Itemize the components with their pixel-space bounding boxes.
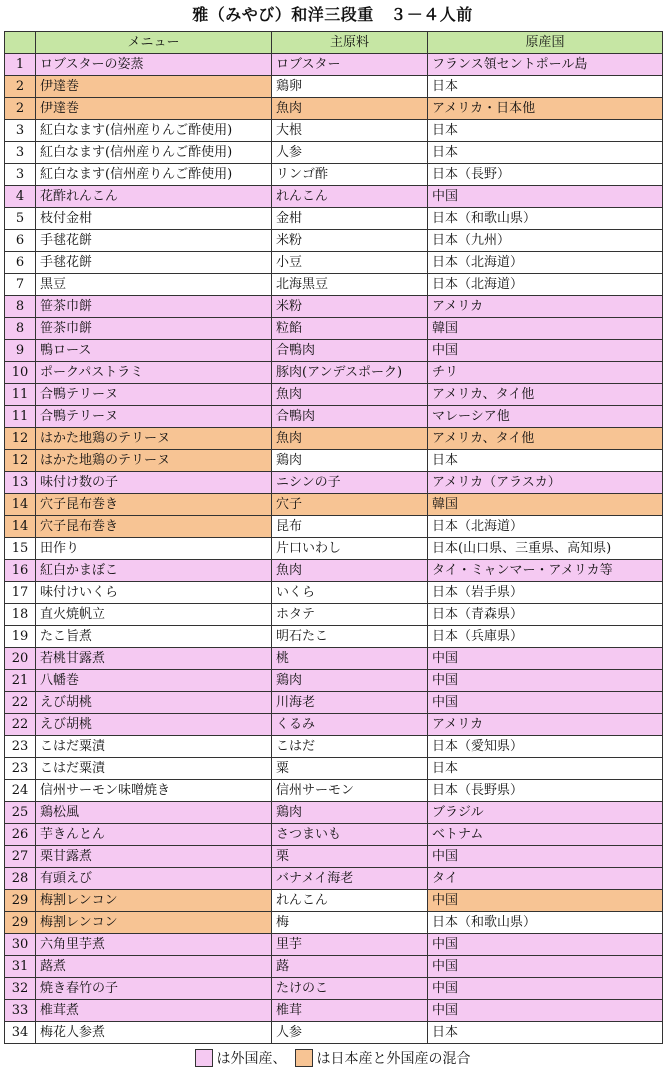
table-row xyxy=(5,736,663,758)
row-origin: 中国 xyxy=(428,978,663,1000)
row-menu: 枝付金柑 xyxy=(36,208,272,230)
row-menu: はかた地鶏のテリーヌ xyxy=(36,450,272,472)
page-title: 雅（みやび）和洋三段重 ３－４人前 xyxy=(192,5,473,24)
row-ingredient: 昆布 xyxy=(272,516,428,538)
row-number: 26 xyxy=(5,824,36,846)
row-number: 1 xyxy=(5,54,36,76)
row-origin: 日本（長野） xyxy=(428,164,663,186)
header-menu: メニュー xyxy=(36,32,272,54)
row-origin: 日本(山口県、三重県、高知県) xyxy=(428,538,663,560)
row-number: 17 xyxy=(5,582,36,604)
row-origin: マレーシア他 xyxy=(428,406,663,428)
row-number: 32 xyxy=(5,978,36,1000)
row-ingredient: れんこん xyxy=(272,890,428,912)
row-ingredient: 金柑 xyxy=(272,208,428,230)
row-ingredient: さつまいも xyxy=(272,824,428,846)
row-menu: 若桃甘露煮 xyxy=(36,648,272,670)
row-origin: フランス領セントポール島 xyxy=(428,54,663,76)
table-row xyxy=(5,626,663,648)
row-number: 3 xyxy=(5,164,36,186)
row-number: 11 xyxy=(5,406,36,428)
menu-origin-table xyxy=(4,31,663,1044)
row-number: 25 xyxy=(5,802,36,824)
row-menu: 手毬花餅 xyxy=(36,252,272,274)
table-row xyxy=(5,1000,663,1022)
row-ingredient: 粒餡 xyxy=(272,318,428,340)
table-row xyxy=(5,538,663,560)
row-menu: こはだ粟漬 xyxy=(36,736,272,758)
row-ingredient: 明石たこ xyxy=(272,626,428,648)
table-row xyxy=(5,186,663,208)
table-row xyxy=(5,978,663,1000)
row-menu: 栗甘露煮 xyxy=(36,846,272,868)
table-row xyxy=(5,934,663,956)
row-number: 22 xyxy=(5,692,36,714)
row-menu: 味付け数の子 xyxy=(36,472,272,494)
row-ingredient: 栗 xyxy=(272,846,428,868)
row-number: 3 xyxy=(5,120,36,142)
row-ingredient: 梅 xyxy=(272,912,428,934)
row-origin: チリ xyxy=(428,362,663,384)
row-menu: 直火焼帆立 xyxy=(36,604,272,626)
row-number: 34 xyxy=(5,1022,36,1044)
table-row xyxy=(5,582,663,604)
row-ingredient: 信州サーモン xyxy=(272,780,428,802)
row-number: 11 xyxy=(5,384,36,406)
row-origin: 中国 xyxy=(428,1000,663,1022)
row-number: 29 xyxy=(5,890,36,912)
row-number: 33 xyxy=(5,1000,36,1022)
row-origin: 韓国 xyxy=(428,318,663,340)
row-menu: 焼き春竹の子 xyxy=(36,978,272,1000)
table-row xyxy=(5,670,663,692)
row-menu: 花酢れんこん xyxy=(36,186,272,208)
row-menu: 穴子昆布巻き xyxy=(36,516,272,538)
legend-foreign-label: は外国産、 xyxy=(216,1051,287,1067)
table-row xyxy=(5,846,663,868)
row-number: 9 xyxy=(5,340,36,362)
row-origin: 日本（九州） xyxy=(428,230,663,252)
row-number: 12 xyxy=(5,450,36,472)
row-ingredient: 椎茸 xyxy=(272,1000,428,1022)
row-ingredient: 人参 xyxy=(272,142,428,164)
table-row xyxy=(5,1022,663,1044)
row-ingredient: 魚肉 xyxy=(272,428,428,450)
row-number: 2 xyxy=(5,98,36,120)
row-ingredient: 蕗 xyxy=(272,956,428,978)
row-number: 4 xyxy=(5,186,36,208)
row-menu: 紅白なます(信州産りんご酢使用) xyxy=(36,120,272,142)
table-row xyxy=(5,230,663,252)
row-ingredient: 合鴨肉 xyxy=(272,340,428,362)
row-menu: たこ旨煮 xyxy=(36,626,272,648)
row-number: 20 xyxy=(5,648,36,670)
row-menu: 穴子昆布巻き xyxy=(36,494,272,516)
table-row xyxy=(5,956,663,978)
row-menu: 紅白なます(信州産りんご酢使用) xyxy=(36,142,272,164)
row-menu: 鴨ロース xyxy=(36,340,272,362)
row-number: 21 xyxy=(5,670,36,692)
row-menu: 信州サーモン味噌焼き xyxy=(36,780,272,802)
row-number: 8 xyxy=(5,318,36,340)
row-origin: 日本（長野県） xyxy=(428,780,663,802)
table-row xyxy=(5,714,663,736)
row-origin: 中国 xyxy=(428,890,663,912)
row-origin: 日本 xyxy=(428,1022,663,1044)
row-origin: 日本（愛知県） xyxy=(428,736,663,758)
table-row xyxy=(5,802,663,824)
row-number: 5 xyxy=(5,208,36,230)
row-ingredient: 北海黒豆 xyxy=(272,274,428,296)
row-ingredient: 鶏肉 xyxy=(272,670,428,692)
row-menu: ロブスターの姿蒸 xyxy=(36,54,272,76)
row-ingredient: 魚肉 xyxy=(272,384,428,406)
row-ingredient: 魚肉 xyxy=(272,560,428,582)
row-menu: 笹茶巾餅 xyxy=(36,296,272,318)
row-menu: 伊達巻 xyxy=(36,76,272,98)
row-menu: 紅白なます(信州産りんご酢使用) xyxy=(36,164,272,186)
row-menu: 伊達巻 xyxy=(36,98,272,120)
row-number: 27 xyxy=(5,846,36,868)
header-ingredient: 主原料 xyxy=(272,32,428,54)
row-ingredient: 合鴨肉 xyxy=(272,406,428,428)
table-row xyxy=(5,208,663,230)
row-menu: ポークパストラミ xyxy=(36,362,272,384)
header-no xyxy=(5,32,36,54)
row-origin: アメリカ xyxy=(428,714,663,736)
table-row xyxy=(5,824,663,846)
table-row xyxy=(5,758,663,780)
row-number: 10 xyxy=(5,362,36,384)
row-menu: 紅白かまぼこ xyxy=(36,560,272,582)
table-row xyxy=(5,76,663,98)
row-ingredient: たけのこ xyxy=(272,978,428,1000)
row-menu: 黒豆 xyxy=(36,274,272,296)
table-row xyxy=(5,428,663,450)
row-ingredient: 鶏卵 xyxy=(272,76,428,98)
table-row xyxy=(5,890,663,912)
table-row xyxy=(5,450,663,472)
row-ingredient: 里芋 xyxy=(272,934,428,956)
table-row xyxy=(5,692,663,714)
table-header-row xyxy=(5,32,663,54)
table-row xyxy=(5,516,663,538)
table-row xyxy=(5,296,663,318)
row-menu: 有頭えび xyxy=(36,868,272,890)
table-row xyxy=(5,494,663,516)
row-menu: はかた地鶏のテリーヌ xyxy=(36,428,272,450)
row-origin: 中国 xyxy=(428,648,663,670)
row-ingredient: バナメイ海老 xyxy=(272,868,428,890)
row-origin: タイ xyxy=(428,868,663,890)
row-ingredient: 米粉 xyxy=(272,230,428,252)
row-origin: 日本 xyxy=(428,758,663,780)
row-menu: えび胡桃 xyxy=(36,692,272,714)
row-number: 31 xyxy=(5,956,36,978)
table-row xyxy=(5,318,663,340)
row-origin: アメリカ・日本他 xyxy=(428,98,663,120)
row-menu: えび胡桃 xyxy=(36,714,272,736)
row-origin: 日本（岩手県） xyxy=(428,582,663,604)
row-ingredient: くるみ xyxy=(272,714,428,736)
row-number: 29 xyxy=(5,912,36,934)
row-ingredient: 鶏肉 xyxy=(272,802,428,824)
table-row xyxy=(5,868,663,890)
table-row xyxy=(5,648,663,670)
table-row xyxy=(5,362,663,384)
table-row xyxy=(5,142,663,164)
table-row xyxy=(5,164,663,186)
row-menu: 梅割レンコン xyxy=(36,912,272,934)
row-ingredient: 大根 xyxy=(272,120,428,142)
row-number: 23 xyxy=(5,758,36,780)
table-row xyxy=(5,252,663,274)
table-row xyxy=(5,98,663,120)
row-number: 13 xyxy=(5,472,36,494)
row-origin: 中国 xyxy=(428,670,663,692)
row-origin: 中国 xyxy=(428,340,663,362)
row-origin: 日本（兵庫県） xyxy=(428,626,663,648)
row-ingredient: いくら xyxy=(272,582,428,604)
row-number: 24 xyxy=(5,780,36,802)
row-ingredient: れんこん xyxy=(272,186,428,208)
row-ingredient: ロブスター xyxy=(272,54,428,76)
row-origin: 日本（北海道） xyxy=(428,252,663,274)
table-row xyxy=(5,604,663,626)
table-row xyxy=(5,340,663,362)
row-origin: 日本 xyxy=(428,450,663,472)
row-ingredient: 米粉 xyxy=(272,296,428,318)
row-origin: 日本 xyxy=(428,120,663,142)
row-origin: 日本（和歌山県） xyxy=(428,208,663,230)
row-origin: 中国 xyxy=(428,846,663,868)
row-number: 7 xyxy=(5,274,36,296)
row-number: 14 xyxy=(5,494,36,516)
row-ingredient: 桃 xyxy=(272,648,428,670)
row-menu: 蕗煮 xyxy=(36,956,272,978)
row-number: 2 xyxy=(5,76,36,98)
table-row xyxy=(5,560,663,582)
row-menu: 六角里芋煮 xyxy=(36,934,272,956)
row-origin: アメリカ xyxy=(428,296,663,318)
row-menu: 芋きんとん xyxy=(36,824,272,846)
table-row xyxy=(5,472,663,494)
row-origin: 日本 xyxy=(428,142,663,164)
row-number: 12 xyxy=(5,428,36,450)
row-number: 14 xyxy=(5,516,36,538)
row-ingredient: ニシンの子 xyxy=(272,472,428,494)
row-number: 19 xyxy=(5,626,36,648)
row-menu: 手毬花餅 xyxy=(36,230,272,252)
row-number: 18 xyxy=(5,604,36,626)
legend xyxy=(0,1047,665,1069)
table-row xyxy=(5,406,663,428)
row-origin: ブラジル xyxy=(428,802,663,824)
row-menu: 八幡巻 xyxy=(36,670,272,692)
row-ingredient: ホタテ xyxy=(272,604,428,626)
row-origin: ベトナム xyxy=(428,824,663,846)
row-number: 6 xyxy=(5,252,36,274)
row-origin: 日本（北海道） xyxy=(428,516,663,538)
row-number: 28 xyxy=(5,868,36,890)
row-number: 22 xyxy=(5,714,36,736)
row-number: 3 xyxy=(5,142,36,164)
row-ingredient: リンゴ酢 xyxy=(272,164,428,186)
row-ingredient: 粟 xyxy=(272,758,428,780)
row-ingredient: 小豆 xyxy=(272,252,428,274)
row-menu: 椎茸煮 xyxy=(36,1000,272,1022)
table-row xyxy=(5,912,663,934)
legend-mixed-swatch xyxy=(295,1049,313,1067)
row-origin: アメリカ、タイ他 xyxy=(428,384,663,406)
legend-mixed-label: は日本産と外国産の混合 xyxy=(316,1051,471,1067)
table-row xyxy=(5,120,663,142)
row-origin: アメリカ（アラスカ） xyxy=(428,472,663,494)
row-menu: 合鴨テリーヌ xyxy=(36,406,272,428)
table-row xyxy=(5,384,663,406)
row-origin: 日本（北海道） xyxy=(428,274,663,296)
row-ingredient: 片口いわし xyxy=(272,538,428,560)
row-ingredient: こはだ xyxy=(272,736,428,758)
row-ingredient: 穴子 xyxy=(272,494,428,516)
table-body xyxy=(5,54,663,1044)
row-origin: アメリカ、タイ他 xyxy=(428,428,663,450)
row-origin: 日本（和歌山県） xyxy=(428,912,663,934)
row-menu: 田作り xyxy=(36,538,272,560)
row-number: 15 xyxy=(5,538,36,560)
row-number: 6 xyxy=(5,230,36,252)
table-row xyxy=(5,274,663,296)
row-origin: 日本（青森県） xyxy=(428,604,663,626)
table-row xyxy=(5,780,663,802)
row-menu: 梅割レンコン xyxy=(36,890,272,912)
row-menu: 笹茶巾餅 xyxy=(36,318,272,340)
table-row xyxy=(5,54,663,76)
row-ingredient: 鶏肉 xyxy=(272,450,428,472)
row-number: 16 xyxy=(5,560,36,582)
row-origin: 中国 xyxy=(428,186,663,208)
legend-foreign-swatch xyxy=(195,1049,213,1067)
row-ingredient: 魚肉 xyxy=(272,98,428,120)
row-menu: こはだ粟漬 xyxy=(36,758,272,780)
row-origin: 日本 xyxy=(428,76,663,98)
row-origin: タイ・ミャンマー・アメリカ等 xyxy=(428,560,663,582)
row-menu: 味付けいくら xyxy=(36,582,272,604)
row-origin: 中国 xyxy=(428,692,663,714)
row-number: 8 xyxy=(5,296,36,318)
row-origin: 韓国 xyxy=(428,494,663,516)
row-ingredient: 豚肉(アンデスポーク) xyxy=(272,362,428,384)
row-menu: 鶏松風 xyxy=(36,802,272,824)
row-menu: 合鴨テリーヌ xyxy=(36,384,272,406)
row-origin: 中国 xyxy=(428,956,663,978)
header-origin: 原産国 xyxy=(428,32,663,54)
row-ingredient: 川海老 xyxy=(272,692,428,714)
row-menu: 梅花人参煮 xyxy=(36,1022,272,1044)
row-origin: 中国 xyxy=(428,934,663,956)
row-number: 23 xyxy=(5,736,36,758)
row-number: 30 xyxy=(5,934,36,956)
row-ingredient: 人参 xyxy=(272,1022,428,1044)
